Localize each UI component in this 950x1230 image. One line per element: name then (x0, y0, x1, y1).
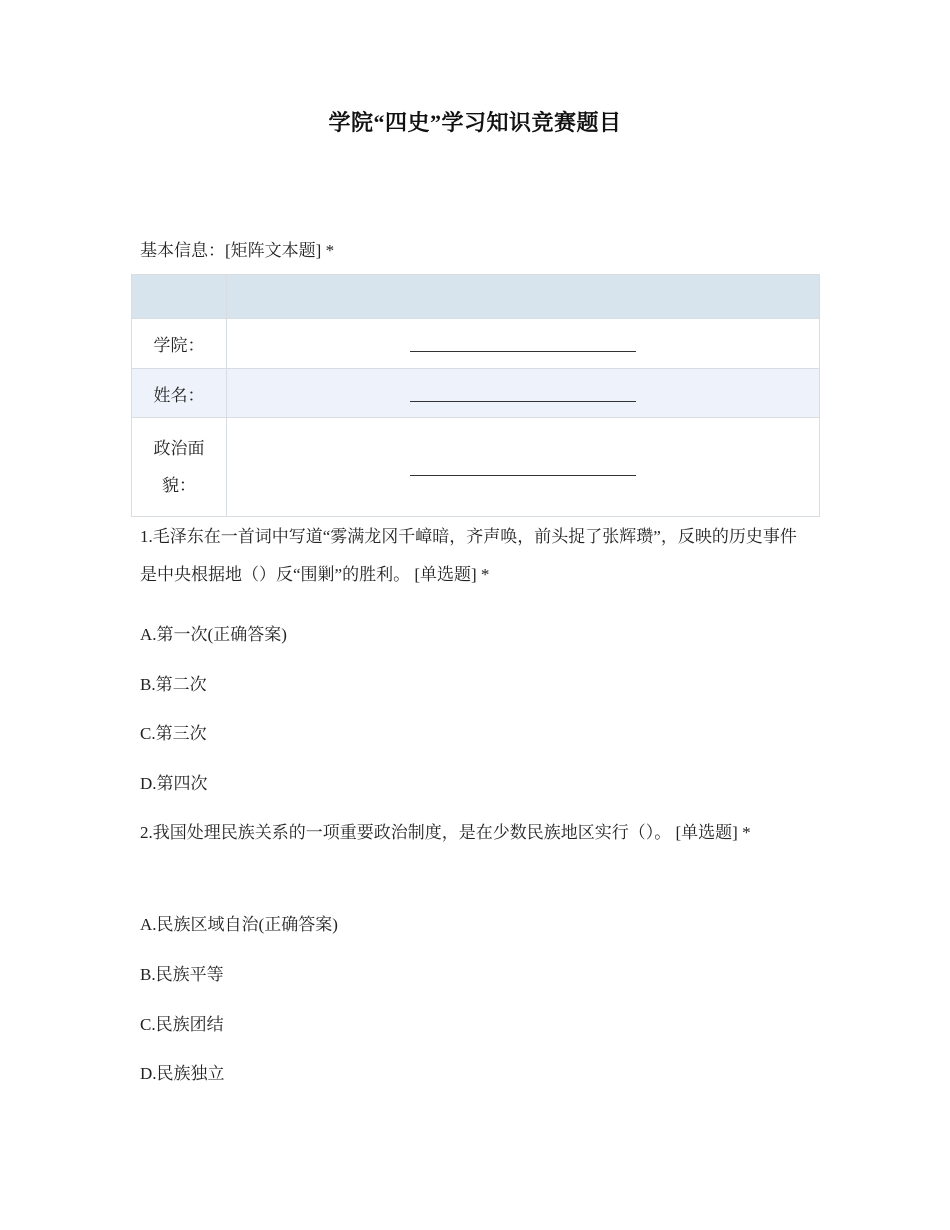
table-header-row (132, 275, 820, 319)
row-label-college: 学院： (132, 319, 227, 369)
question-1-option-a[interactable]: A.第一次(正确答案) (140, 625, 287, 644)
college-input[interactable] (410, 337, 636, 352)
row-label-political-status: 政治面 貌： (132, 418, 227, 517)
table-row (132, 418, 820, 517)
question-1-option-b[interactable]: B.第二次 (140, 675, 207, 694)
question-2-option-a[interactable]: A.民族区域自治(正确答案) (140, 915, 338, 934)
question-2-option-c[interactable]: C.民族团结 (140, 1015, 224, 1034)
political-status-input[interactable] (410, 461, 636, 476)
question-1-option-c[interactable]: C.第三次 (140, 724, 207, 743)
question-1-text: 1.毛泽东在一首词中写道“雾满龙冈千嶂暗，齐声唤，前头捉了张辉瓒”，反映的历史事件是中央根据地（）反“围剿”的胜利。 [单选题] * (140, 527, 797, 584)
question-2-option-b[interactable]: B.民族平等 (140, 965, 224, 984)
question-1-option-d[interactable]: D.第四次 (140, 774, 208, 793)
question-2-option-d[interactable]: D.民族独立 (140, 1064, 225, 1083)
basic-info-label: 基本信息：[矩阵文本题] * (140, 241, 335, 260)
basic-info-table (131, 274, 820, 517)
table-row (132, 319, 820, 369)
table-row (132, 369, 820, 418)
row-label-name: 姓名： (132, 369, 227, 418)
question-2-text: 2.我国处理民族关系的一项重要政治制度，是在少数民族地区实行（）。 [单选题] * (140, 823, 751, 842)
page-title: 学院“四史”学习知识竞赛题目 (328, 110, 622, 135)
name-input[interactable] (410, 387, 636, 402)
